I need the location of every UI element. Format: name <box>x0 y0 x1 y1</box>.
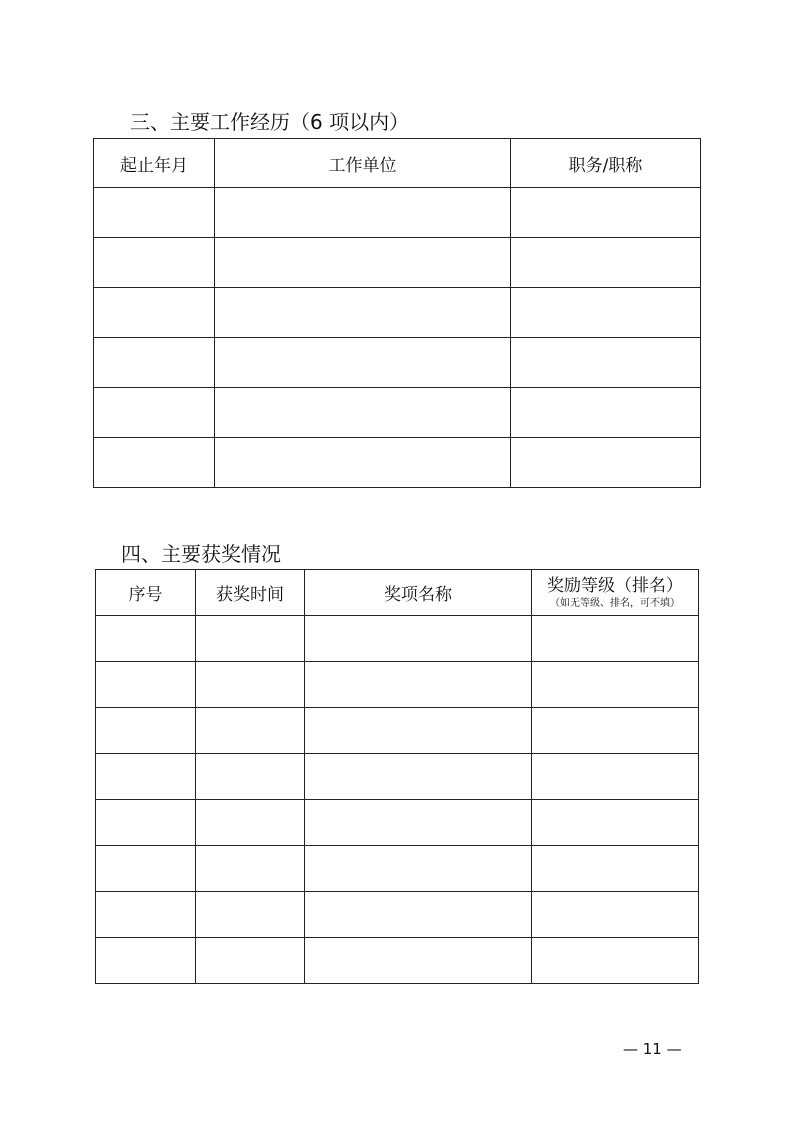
table-cell[interactable] <box>94 288 215 338</box>
table-cell[interactable] <box>196 800 305 846</box>
table-cell[interactable] <box>305 800 532 846</box>
table-cell[interactable] <box>215 238 511 288</box>
table-cell[interactable] <box>196 708 305 754</box>
table-cell[interactable] <box>196 662 305 708</box>
award-level-label: 奖励等级（排名） <box>547 575 683 596</box>
table-cell[interactable] <box>96 616 196 662</box>
table-cell[interactable] <box>532 708 699 754</box>
table-cell[interactable] <box>532 754 699 800</box>
table-cell[interactable] <box>532 846 699 892</box>
column-header-employer: 工作单位 <box>215 139 511 188</box>
table-cell[interactable] <box>532 800 699 846</box>
table-cell[interactable] <box>94 338 215 388</box>
table-cell[interactable] <box>532 662 699 708</box>
column-header-award-date: 获奖时间 <box>196 570 305 616</box>
table-row <box>96 708 699 754</box>
table-cell[interactable] <box>215 438 511 488</box>
table-cell[interactable] <box>94 188 215 238</box>
awards-title: 四、主要获奖情况 <box>121 542 281 566</box>
table-cell[interactable] <box>96 892 196 938</box>
column-header-award-level <box>532 570 699 616</box>
award-level-note: （如无等级、排名，可不填） <box>550 597 680 609</box>
table-row <box>94 438 701 488</box>
table-header-row <box>96 570 699 616</box>
table-cell[interactable] <box>511 288 701 338</box>
table-cell[interactable] <box>305 846 532 892</box>
table-cell[interactable] <box>305 708 532 754</box>
table-cell[interactable] <box>532 616 699 662</box>
table-cell[interactable] <box>215 338 511 388</box>
table-cell[interactable] <box>96 662 196 708</box>
table-row <box>96 800 699 846</box>
table-row <box>94 238 701 288</box>
table-row <box>96 892 699 938</box>
table-header-row <box>94 139 701 188</box>
work-history-table <box>93 138 701 488</box>
column-header-number: 序号 <box>96 570 196 616</box>
table-cell[interactable] <box>94 388 215 438</box>
table-cell[interactable] <box>96 846 196 892</box>
table-row <box>96 662 699 708</box>
table-cell[interactable] <box>94 438 215 488</box>
table-row <box>96 616 699 662</box>
table-cell[interactable] <box>96 800 196 846</box>
table-row <box>96 754 699 800</box>
table-row <box>96 938 699 984</box>
table-cell[interactable] <box>96 754 196 800</box>
awards-table <box>95 569 699 984</box>
table-cell[interactable] <box>305 662 532 708</box>
table-cell[interactable] <box>532 938 699 984</box>
table-cell[interactable] <box>96 708 196 754</box>
table-row <box>94 338 701 388</box>
table-cell[interactable] <box>196 938 305 984</box>
table-cell[interactable] <box>511 438 701 488</box>
table-cell[interactable] <box>305 754 532 800</box>
table-cell[interactable] <box>196 616 305 662</box>
column-header-award-name: 奖项名称 <box>305 570 532 616</box>
page-number: — 11 — <box>623 1040 682 1058</box>
work-history-title: 三、主要工作经历（6 项以内） <box>130 110 410 134</box>
table-cell[interactable] <box>305 938 532 984</box>
table-cell[interactable] <box>215 288 511 338</box>
table-cell[interactable] <box>196 846 305 892</box>
table-cell[interactable] <box>215 388 511 438</box>
table-cell[interactable] <box>511 238 701 288</box>
column-header-position: 职务/职称 <box>511 139 701 188</box>
table-row <box>94 288 701 338</box>
table-cell[interactable] <box>96 938 196 984</box>
table-cell[interactable] <box>215 188 511 238</box>
table-cell[interactable] <box>94 238 215 288</box>
table-row <box>96 846 699 892</box>
table-cell[interactable] <box>196 754 305 800</box>
table-cell[interactable] <box>305 616 532 662</box>
table-row <box>94 188 701 238</box>
table-cell[interactable] <box>532 892 699 938</box>
table-cell[interactable] <box>196 892 305 938</box>
table-row <box>94 388 701 438</box>
table-cell[interactable] <box>511 338 701 388</box>
table-cell[interactable] <box>511 388 701 438</box>
table-cell[interactable] <box>305 892 532 938</box>
table-cell[interactable] <box>511 188 701 238</box>
column-header-period: 起止年月 <box>94 139 215 188</box>
